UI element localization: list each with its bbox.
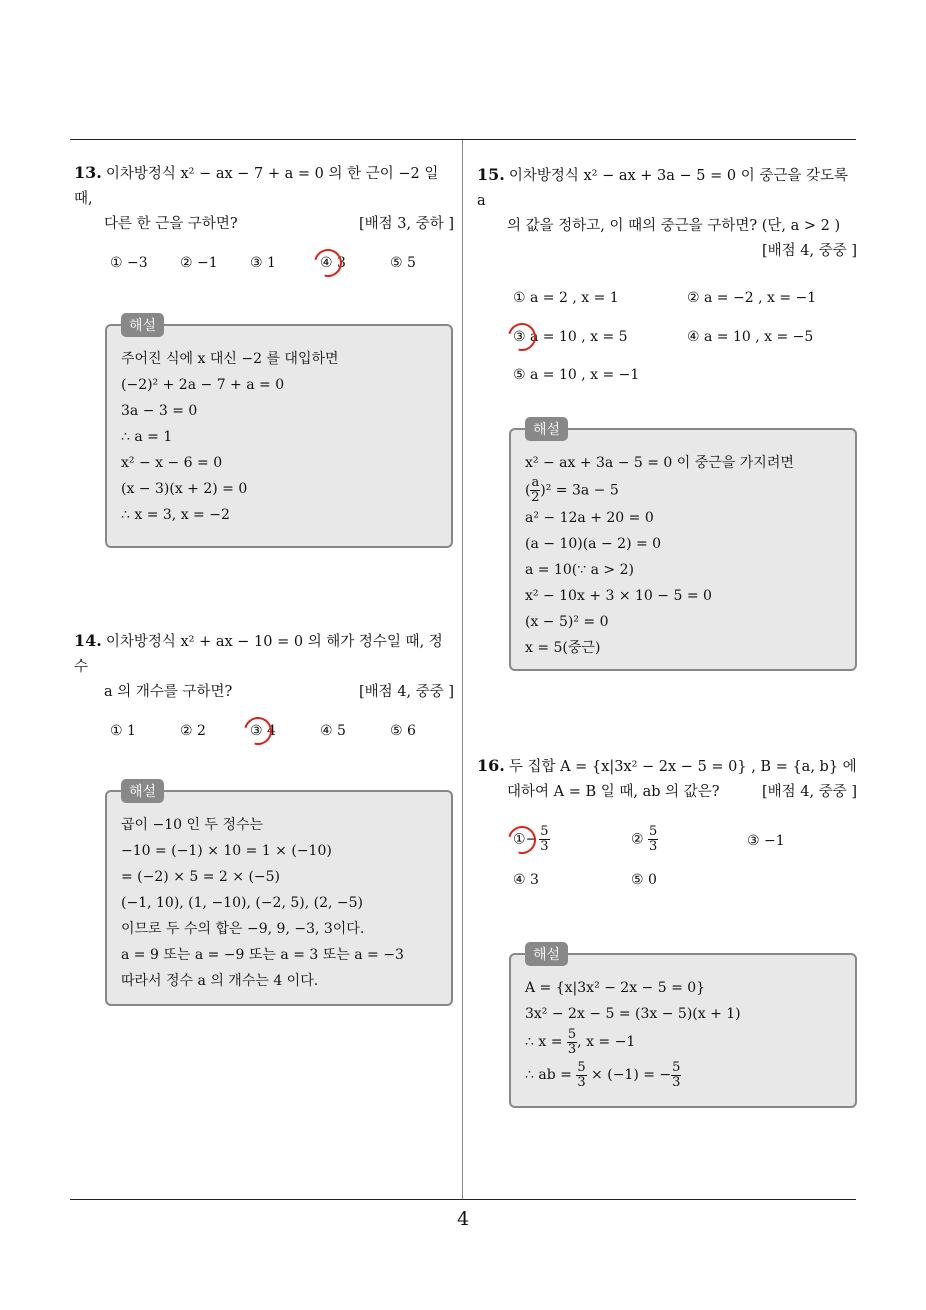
- fraction-numerator: 5: [567, 1026, 577, 1042]
- solution-line: = (−2) × 5 = 2 × (−5): [121, 869, 281, 885]
- question-text-line2: 대하여 A = B 일 때, ab 의 값은?: [507, 784, 720, 800]
- solution-line: a² − 12a + 20 = 0: [525, 510, 654, 526]
- page-number: 4: [456, 1208, 470, 1230]
- choice-1[interactable]: ① a = 2 , x = 1: [513, 290, 619, 306]
- selected-answer-mark: [239, 712, 277, 750]
- solution-line: a = 9 또는 a = −9 또는 a = 3 또는 a = −3: [121, 947, 404, 963]
- fraction-denominator: 3: [672, 1074, 681, 1090]
- question-number: 16.: [477, 756, 505, 775]
- choice-5[interactable]: ⑤ a = 10 , x = −1: [513, 367, 640, 383]
- solution-line-text: ∴ ab =: [525, 1067, 572, 1083]
- solution-line: ∴ x = 3, x = −2: [121, 507, 230, 523]
- fraction-denominator: 3: [540, 839, 549, 854]
- choice-4[interactable]: ④ a = 10 , x = −5: [687, 329, 814, 345]
- solution-label: 해설: [525, 942, 568, 966]
- solution-line: 이므로 두 수의 합은 −9, 9, −3, 3이다.: [121, 921, 365, 937]
- question-text-line1: 이차방정식 x² − ax + 3a − 5 = 0 이 중근을 갖도록 a: [477, 168, 848, 209]
- answer-choices: [477, 290, 857, 408]
- answer-choices: [74, 723, 454, 751]
- choice-3[interactable]: ③ −1: [747, 833, 785, 849]
- fraction-denominator: 3: [567, 1041, 577, 1057]
- solution-line-text: , x = −1: [577, 1034, 636, 1050]
- solution-line: (x − 3)(x + 2) = 0: [121, 481, 248, 497]
- column-divider: [462, 140, 463, 1200]
- solution-line: x² − ax + 3a − 5 = 0 이 중근을 가지려면: [525, 455, 794, 471]
- solution-line: A = {x|3x² − 2x − 5 = 0}: [525, 980, 706, 996]
- solution-line: 3a − 3 = 0: [121, 403, 198, 419]
- answer-choices: [477, 825, 857, 905]
- choice-number: ①: [513, 831, 526, 848]
- solution-box-15: [509, 422, 857, 671]
- score-tag: [배점 4, 중중 ]: [358, 684, 454, 700]
- choice-3[interactable]: ③ 4: [250, 723, 276, 739]
- answer-choices: [74, 255, 454, 283]
- selected-answer-mark: [309, 244, 347, 282]
- solution-line: [525, 1027, 841, 1057]
- question-text-line2: a 의 개수를 구하면?: [104, 684, 233, 700]
- question-text-line2: 다른 한 근을 구하면?: [104, 216, 238, 232]
- question-number: 15.: [477, 165, 505, 184]
- solution-label: 해설: [525, 417, 568, 441]
- fraction: [576, 1061, 586, 1090]
- solution-box-14: [105, 784, 453, 1006]
- fraction-numerator: 5: [577, 1059, 586, 1075]
- choice-5[interactable]: ⑤ 5: [390, 255, 416, 271]
- choice-4[interactable]: ④ 5: [320, 723, 346, 739]
- fraction-denominator: 3: [649, 839, 658, 854]
- solution-line: ( $\frac{a}{2}$ )² = 3a − 5: [525, 475, 619, 505]
- solution-line: [525, 1057, 841, 1093]
- solution-line: x = 5(중근): [525, 640, 601, 656]
- choice-1[interactable]: ① −3: [110, 255, 148, 271]
- question-13: [74, 160, 454, 283]
- score-tag: [배점 4, 중중 ]: [761, 784, 857, 800]
- choice-2[interactable]: [631, 825, 658, 854]
- choice-3[interactable]: ③ a = 10 , x = 5: [513, 329, 628, 345]
- question-text-line1: 이차방정식 x² + ax − 10 = 0 의 해가 정수일 때, 정수: [74, 634, 443, 675]
- question-text-line1: 두 집합 A = {x|3x² − 2x − 5 = 0} , B = {a, b} 에: [508, 759, 857, 775]
- solution-line: a = 10(∵ a > 2): [525, 562, 634, 578]
- solution-line: x² − x − 6 = 0: [121, 455, 223, 471]
- fraction-numerator: a: [531, 475, 540, 490]
- solution-line: (−2)² + 2a − 7 + a = 0: [121, 377, 285, 393]
- score-tag: [배점 4, 중중 ]: [761, 243, 857, 259]
- choice-1[interactable]: ① 1: [110, 723, 136, 739]
- fraction-denominator: 3: [577, 1074, 586, 1090]
- solution-box-13: [105, 318, 453, 548]
- choice-5[interactable]: ⑤ 6: [390, 723, 416, 739]
- solution-line: x² − 10x + 3 × 10 − 5 = 0: [525, 588, 712, 604]
- solution-line: (a − 10)(a − 2) = 0: [525, 536, 662, 552]
- solution-line-text: ∴ x =: [525, 1034, 563, 1050]
- choice-number: ②: [631, 831, 644, 848]
- question-number: 13.: [74, 163, 102, 182]
- question-14: [74, 628, 454, 751]
- question-number: 14.: [74, 631, 102, 650]
- solution-line: 따라서 정수 a 의 개수는 4 이다.: [121, 973, 319, 989]
- solution-line-text: )² = 3a − 5: [540, 482, 619, 499]
- choice-4[interactable]: ④ 3: [320, 255, 346, 271]
- fraction: [671, 1061, 681, 1090]
- question-text-line1: 이차방정식 x² − ax − 7 + a = 0 의 한 근이 −2 일 때,: [74, 166, 439, 207]
- minus-sign: −: [525, 831, 538, 848]
- solution-line: ∴ a = 1: [121, 429, 173, 445]
- bottom-rule: [70, 1199, 856, 1200]
- question-16: [477, 753, 857, 905]
- solution-box-16: [509, 947, 857, 1108]
- choice-2[interactable]: ② 2: [180, 723, 206, 739]
- solution-line: (−1, 10), (1, −10), (−2, 5), (2, −5): [121, 895, 363, 911]
- score-tag: [배점 3, 중하 ]: [358, 216, 454, 232]
- solution-line: −10 = (−1) × 10 = 1 × (−10): [121, 843, 332, 859]
- question-15: [477, 162, 857, 408]
- top-rule: [70, 139, 856, 140]
- fraction-numerator: 5: [672, 1059, 681, 1075]
- choice-5[interactable]: ⑤ 0: [631, 872, 657, 888]
- choice-3[interactable]: ③ 1: [250, 255, 276, 271]
- choice-4[interactable]: ④ 3: [513, 872, 539, 888]
- choice-2[interactable]: ② a = −2 , x = −1: [687, 290, 817, 306]
- solution-line: (x − 5)² = 0: [525, 614, 609, 630]
- solution-line: 3x² − 2x − 5 = (3x − 5)(x + 1): [525, 1006, 741, 1022]
- fraction-numerator: 5: [540, 824, 549, 839]
- solution-label: 해설: [121, 313, 164, 337]
- solution-line: 주어진 식에 x 대신 −2 를 대입하면: [121, 351, 339, 367]
- fraction-denominator: 2: [531, 490, 540, 505]
- fraction: [648, 825, 658, 854]
- choice-2[interactable]: ② −1: [180, 255, 218, 271]
- selected-answer-mark: [503, 318, 541, 356]
- fraction: [567, 1028, 577, 1057]
- solution-line: 곱이 −10 인 두 정수는: [121, 817, 264, 833]
- solution-label: 해설: [121, 779, 164, 803]
- fraction: [530, 476, 540, 505]
- fraction: [539, 825, 549, 854]
- question-text-line2: 의 값을 정하고, 이 때의 중근을 구하면? (단, a > 2 ): [507, 218, 841, 234]
- solution-line-text: × (−1) = −: [591, 1067, 672, 1083]
- fraction-numerator: 5: [649, 824, 658, 839]
